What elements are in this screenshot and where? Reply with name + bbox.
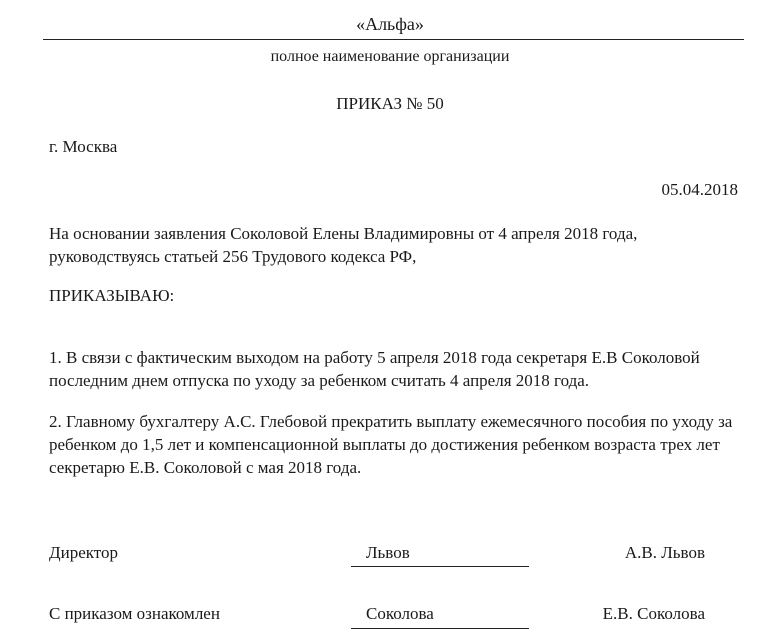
signature-handwriting: Соколова [366,604,434,623]
order-title: ПРИКАЗ № 50 [336,94,444,113]
organization-name: «Альфа» [356,14,424,34]
organization-underline [43,39,744,40]
order-basis: На основании заявления Соколовой Елены Владимировны от 4 апреля 2018 года, руководствуясь статьей 256 Трудового кодекса РФ, [49,224,638,266]
order-item-2: 2. Главному бухгалтеру А.С. Глебовой прекратить выплату ежемесячного пособия по уходу за ребенком до 1,5 лет и компенсационной выплаты до достижения ребенком возраста трех лет секретарю Е.В. Соколовой с мая 2018 года. [49,412,733,477]
signature-role: Директор [49,543,118,562]
order-date: 05.04.2018 [661,180,738,199]
signature-line [351,628,529,629]
signature-name: Е.В. Соколова [602,604,705,623]
signature-name: А.В. Львов [624,543,705,562]
signature-line [351,566,529,567]
signature-handwriting: Львов [366,543,410,562]
signature-role: С приказом ознакомлен [49,604,220,623]
order-city: г. Москва [49,137,118,156]
order-item-1: 1. В связи с фактическим выходом на работу 5 апреля 2018 года секретаря Е.В Соколовой последним днем отпуска по уходу за ребенком считать 4 апреля 2018 года. [49,348,700,390]
organization-caption: полное наименование организации [270,48,510,65]
order-command: ПРИКАЗЫВАЮ: [49,286,175,305]
